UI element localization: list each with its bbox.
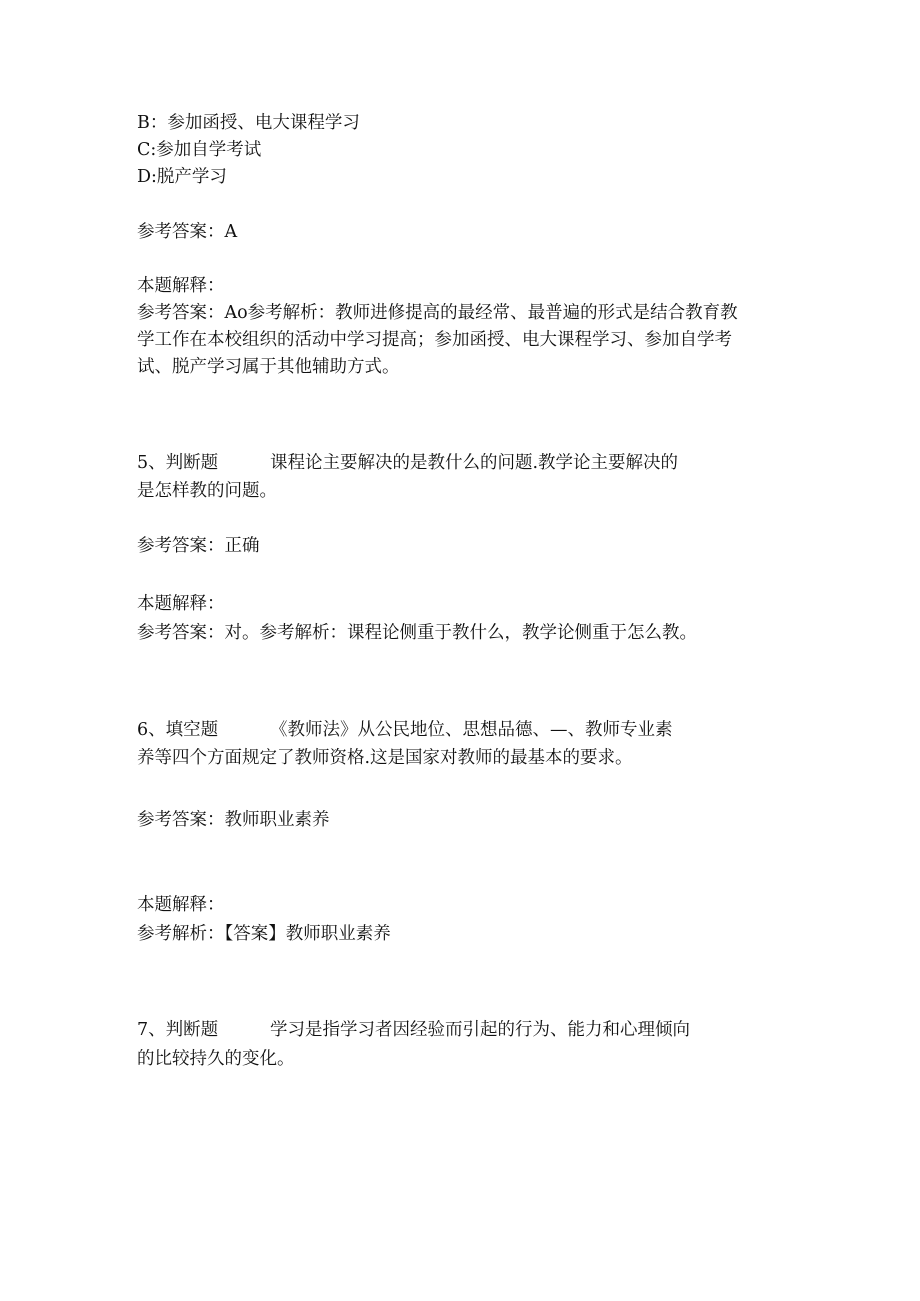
option-b: B：参加函授、电大课程学习 (137, 113, 360, 133)
q5-type: 5、判断题 (137, 453, 219, 473)
q4-answer: 参考答案：A (137, 222, 238, 242)
q7-stem-line2: 的比较持久的变化。 (137, 1049, 295, 1069)
q5-stem (137, 450, 678, 476)
q5-stem-line2: 是怎样教的问题。 (137, 481, 277, 501)
q6-answer: 参考答案：教师职业素养 (137, 810, 330, 830)
q7-stem (137, 1017, 690, 1043)
q4-explain-line: 学工作在本校组织的活动中学习提高；参加函授、电大课程学习、参加自学考 (137, 330, 732, 350)
q7-type: 7、判断题 (137, 1020, 219, 1040)
q5-stem-text: 课程论主要解决的是教什么的问题.教学论主要解决的 (270, 453, 679, 473)
q4-explain-line: 试、脱产学习属于其他辅助方式。 (137, 357, 400, 377)
q4-explain-line: 参考答案：Ao参考解析：教师进修提高的最经常、最普遍的形式是结合教育教 (137, 303, 738, 323)
q6-explain-label: 本题解释： (137, 895, 225, 915)
option-c: C:参加自学考试 (137, 140, 262, 160)
q6-explain-line: 参考解析：【答案】教师职业素养 (137, 924, 391, 944)
q5-explain-label: 本题解释： (137, 594, 225, 614)
q7-stem-text: 学习是指学习者因经验而引起的行为、能力和心理倾向 (270, 1020, 690, 1040)
q6-type: 6、填空题 (137, 720, 219, 740)
q4-explain-label: 本题解释： (137, 276, 225, 296)
q5-explain-line: 参考答案：对。参考解析：课程论侧重于教什么，教学论侧重于怎么教。 (137, 623, 697, 643)
q6-stem (137, 717, 673, 743)
q5-answer: 参考答案：正确 (137, 536, 260, 556)
option-d: D:脱产学习 (137, 167, 227, 187)
q6-stem-line2: 养等四个方面规定了教师资格.这是国家对教师的最基本的要求。 (137, 748, 633, 768)
q6-stem-text: 《教师法》从公民地位、思想品德、—、教师专业素 (270, 720, 673, 740)
